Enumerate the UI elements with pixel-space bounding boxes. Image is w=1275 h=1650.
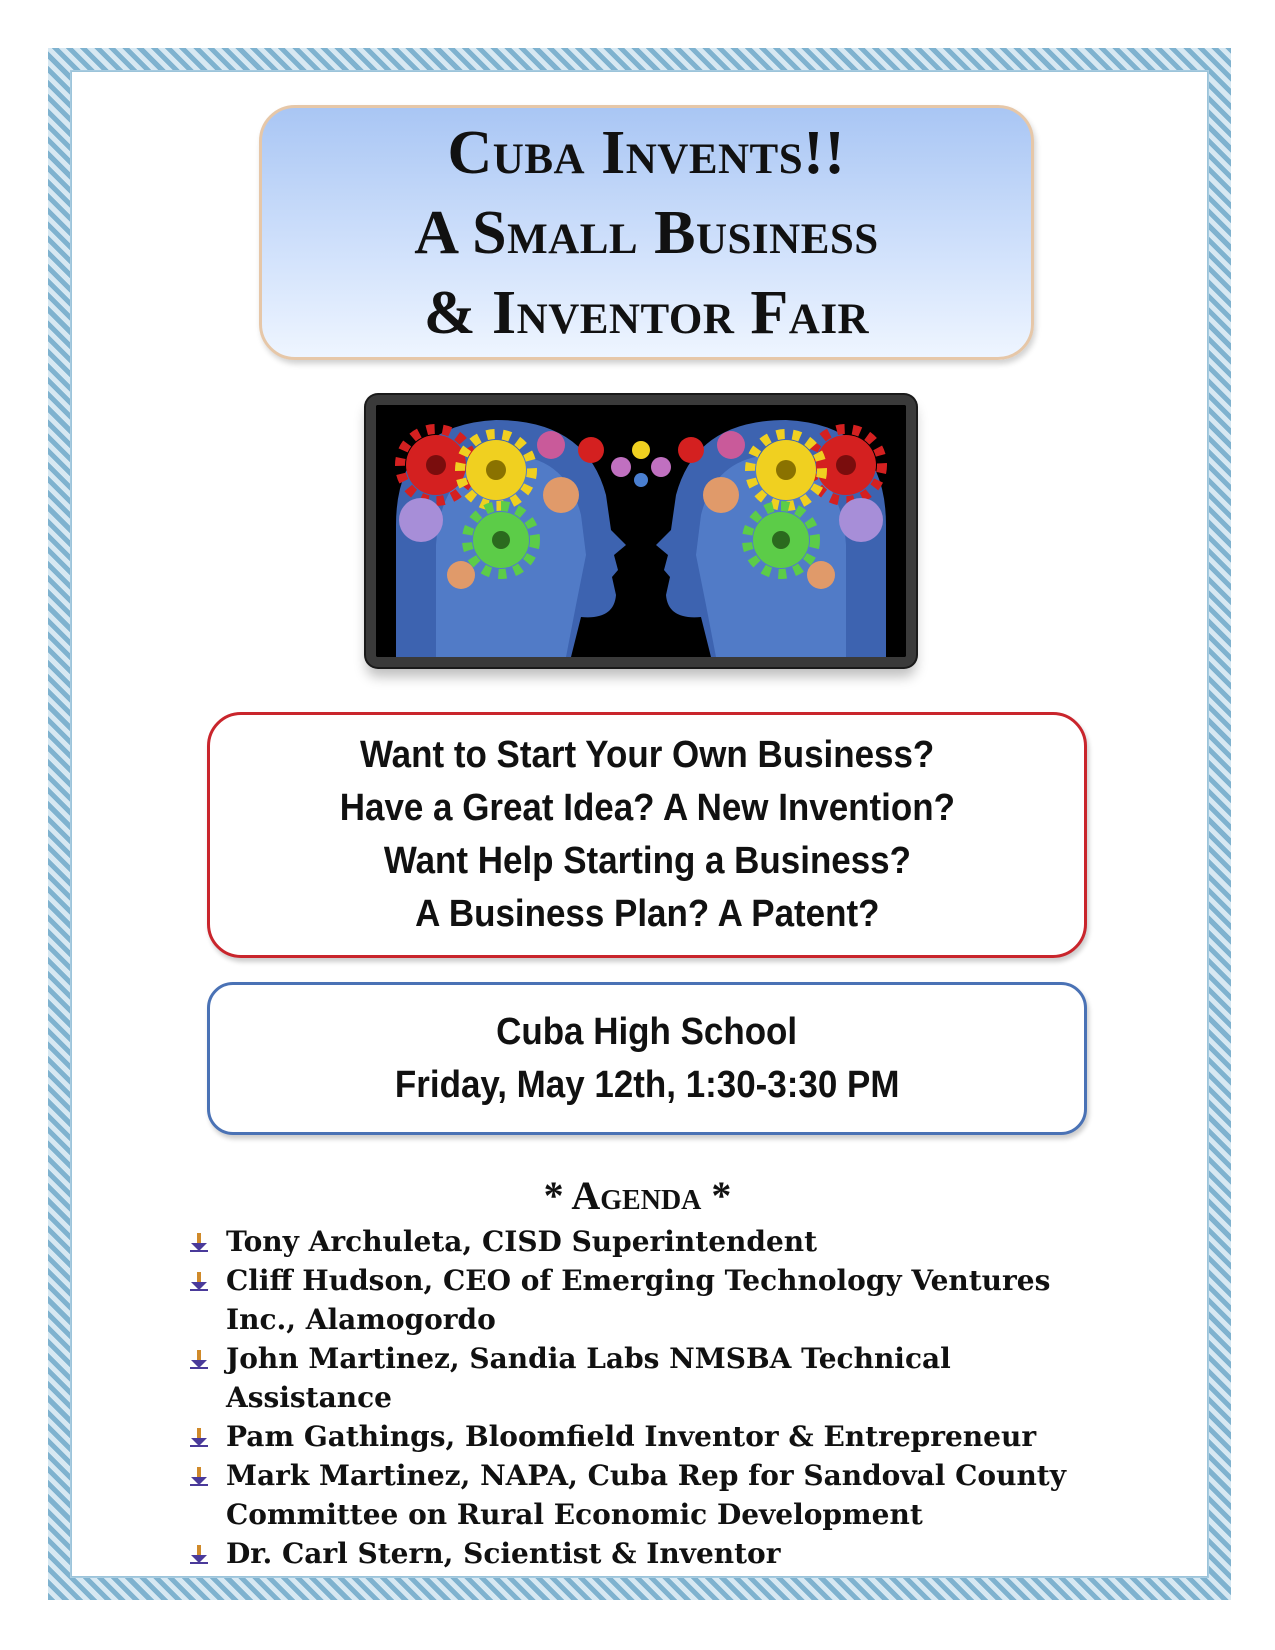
title-banner bbox=[259, 105, 1034, 360]
agenda-item bbox=[188, 1339, 1108, 1417]
arrow-bullet-icon bbox=[188, 1543, 210, 1565]
agenda-item-text: Pam Gathings, Bloomfield Inventor & Entrepreneur bbox=[226, 1420, 1037, 1453]
event-location: Cuba High School bbox=[496, 1010, 798, 1053]
agenda-item bbox=[188, 1222, 1108, 1261]
agenda-item bbox=[188, 1534, 1108, 1573]
agenda-item bbox=[188, 1456, 1108, 1534]
title-line-3: & Inventor Fair bbox=[423, 278, 870, 347]
agenda-item-text: Dr. Carl Stern, Scientist & Inventor bbox=[226, 1537, 781, 1570]
arrow-bullet-icon bbox=[188, 1426, 210, 1448]
agenda-list bbox=[188, 1222, 1108, 1573]
agenda-item-text: John Martinez, Sandia Labs NMSBA Technical Assistance bbox=[226, 1342, 951, 1414]
event-details-box bbox=[207, 982, 1087, 1135]
arrow-bullet-icon bbox=[188, 1348, 210, 1370]
gear-icon-right-purple bbox=[839, 498, 883, 542]
gear-icon-left-purple bbox=[399, 498, 443, 542]
title-line-1: Cuba Invents!! bbox=[447, 118, 846, 187]
agenda-item-text: Tony Archuleta, CISD Superintendent bbox=[226, 1225, 818, 1258]
arrow-bullet-icon bbox=[188, 1231, 210, 1253]
arrow-bullet-icon bbox=[188, 1465, 210, 1487]
event-datetime: Friday, May 12th, 1:30-3:30 PM bbox=[394, 1063, 900, 1106]
question-line: Have a Great Idea? A New Invention? bbox=[339, 787, 955, 829]
two-heads-gears-illustration bbox=[366, 395, 916, 667]
question-line: Want to Start Your Own Business? bbox=[359, 734, 935, 776]
questions-box bbox=[207, 712, 1087, 958]
gears-heads-art bbox=[376, 405, 906, 657]
agenda-heading: * Agenda * bbox=[543, 1173, 732, 1218]
agenda-item bbox=[188, 1261, 1108, 1339]
gear-icon-left-tan bbox=[543, 477, 579, 513]
arrow-bullet-icon bbox=[188, 1270, 210, 1292]
agenda-item-text: Cliff Hudson, CEO of Emerging Technology Ventures Inc., Alamogordo bbox=[226, 1264, 1051, 1336]
question-line: Want Help Starting a Business? bbox=[383, 840, 911, 882]
gear-icon-right-tan bbox=[703, 477, 739, 513]
question-line: A Business Plan? A Patent? bbox=[414, 893, 880, 935]
title-line-2: A Small Business bbox=[414, 198, 879, 267]
agenda-item bbox=[188, 1417, 1108, 1456]
agenda-item-text: Mark Martinez, NAPA, Cuba Rep for Sandoval County Committee on Rural Economic Development bbox=[226, 1459, 1067, 1531]
